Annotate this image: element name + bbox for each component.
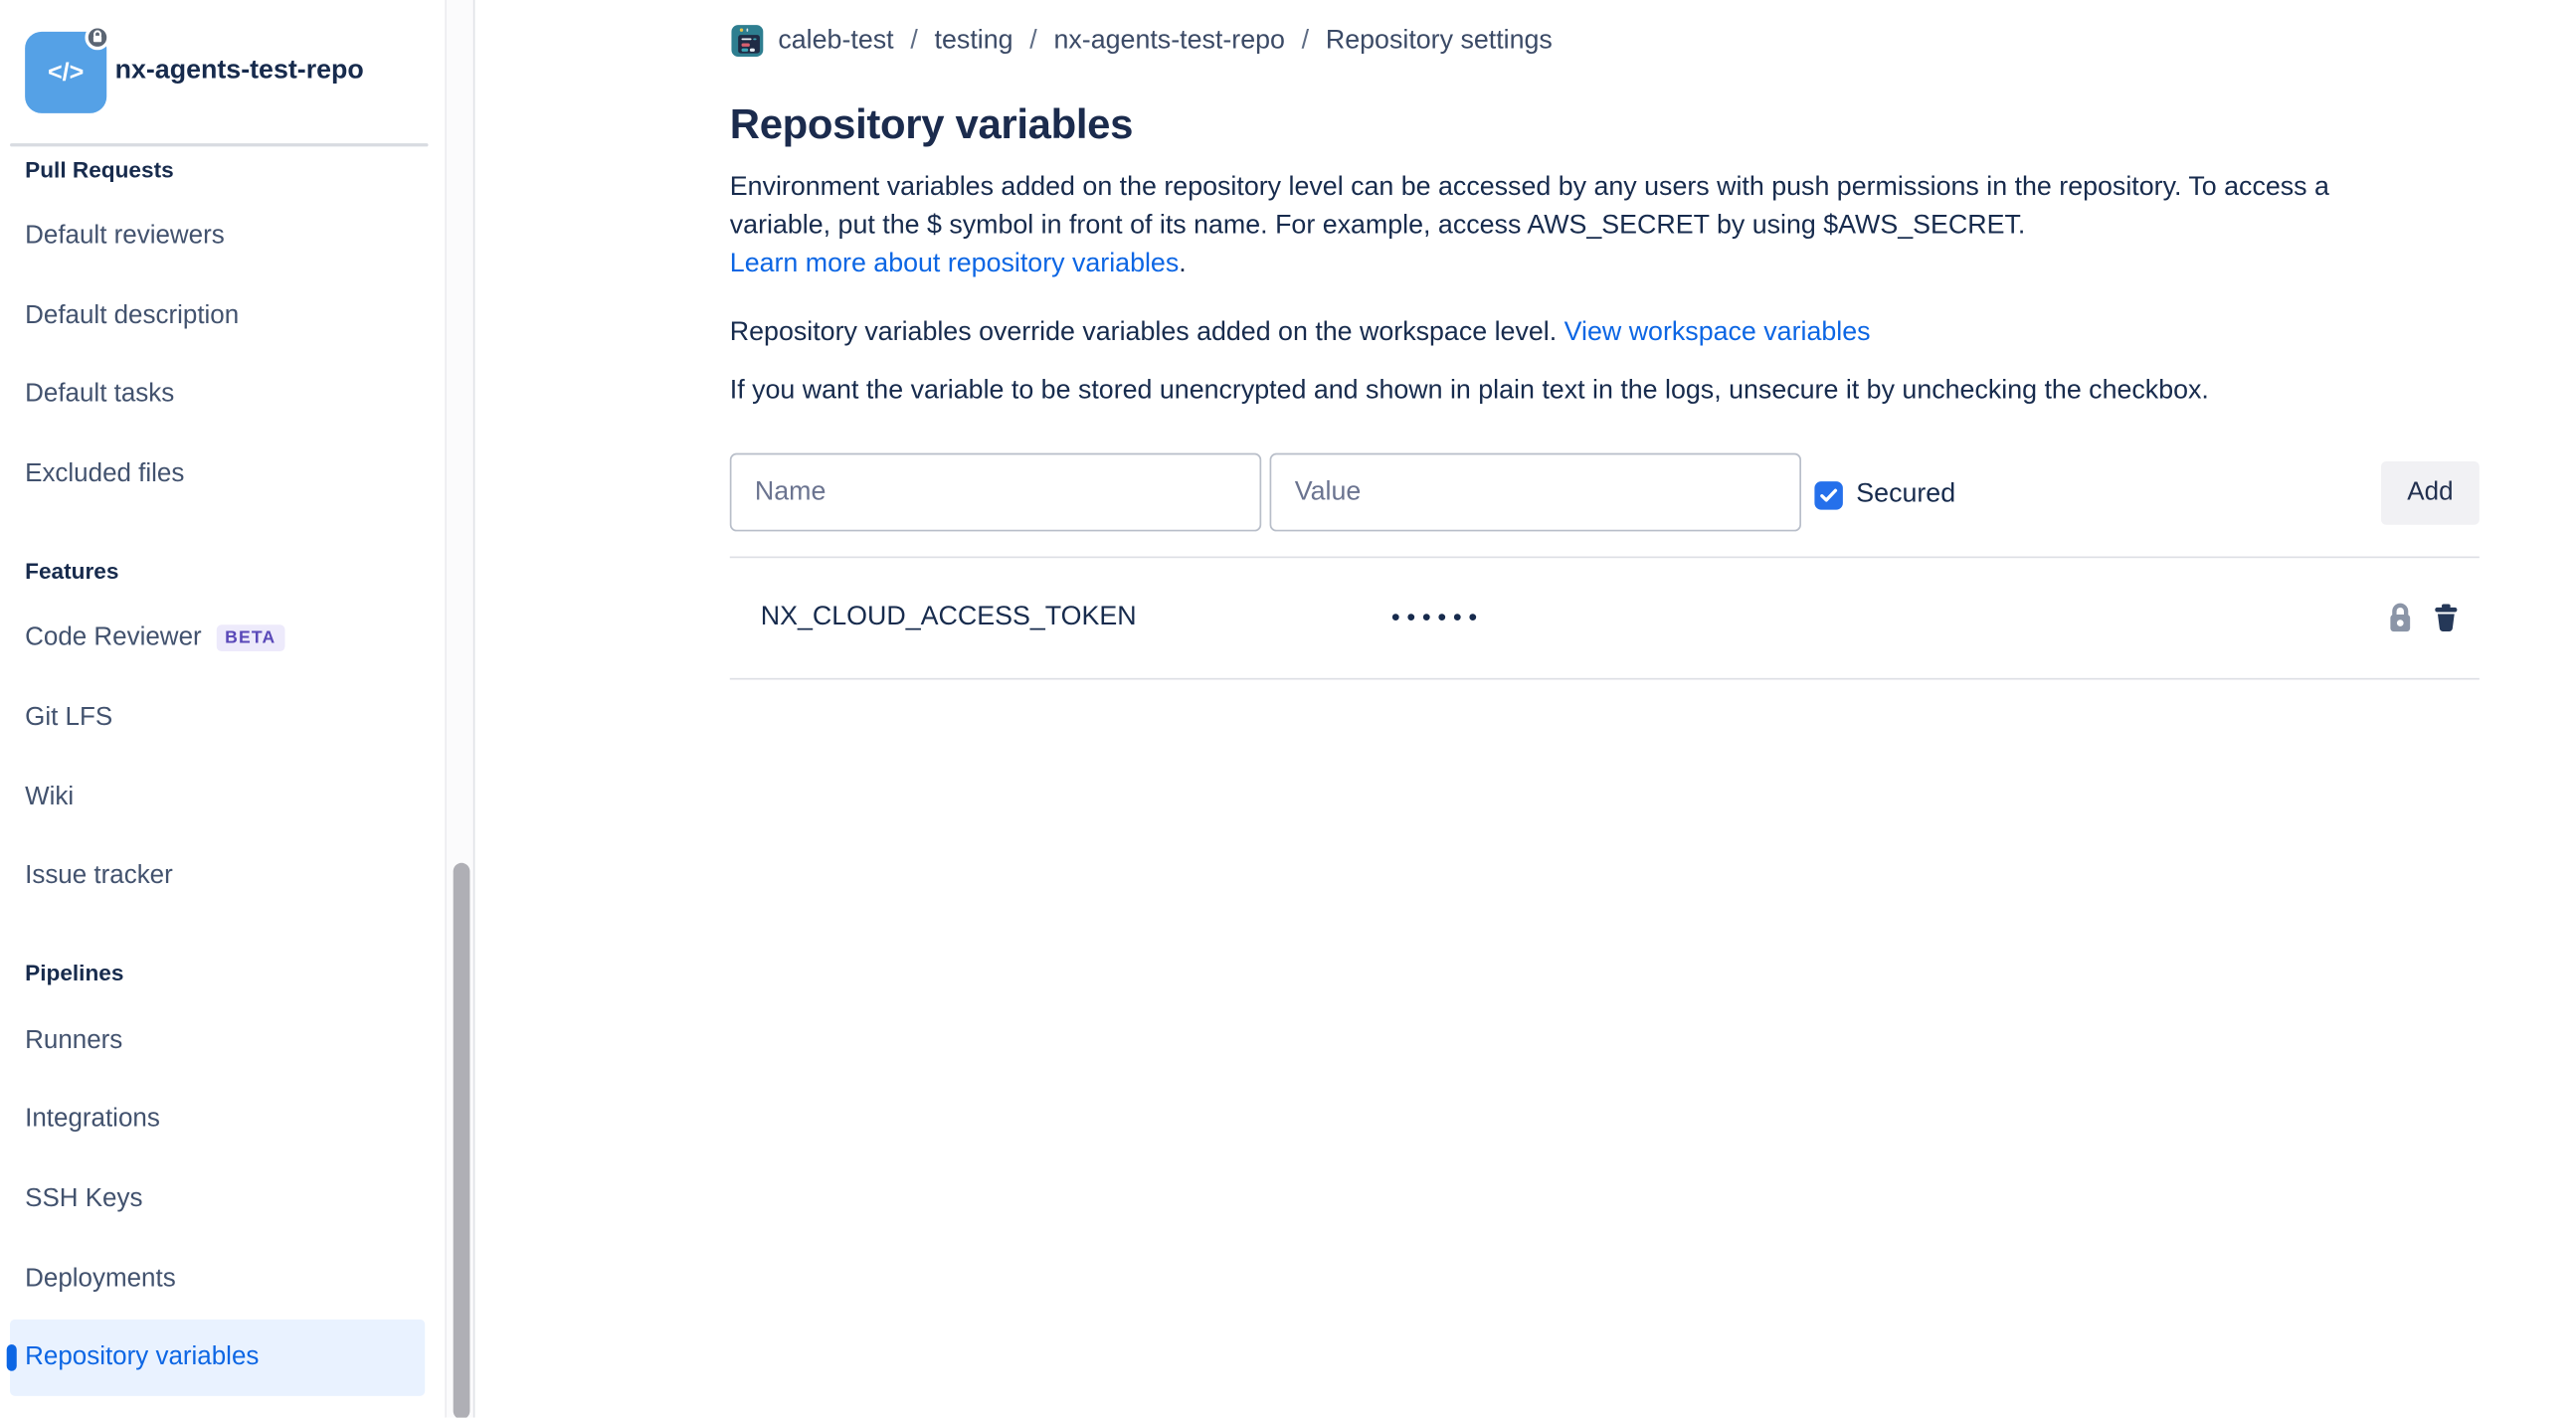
sidebar-item-deployments[interactable]: Deployments (25, 1264, 176, 1293)
sidebar-item-default-reviewers[interactable]: Default reviewers (25, 221, 225, 251)
private-repo-lock-badge (85, 24, 109, 49)
sidebar-item-ssh-keys[interactable]: SSH Keys (25, 1184, 143, 1213)
beta-badge: BETA (217, 625, 284, 651)
sidebar-item-label: Code Reviewer (25, 622, 202, 652)
sidebar-item-default-description[interactable]: Default description (25, 300, 240, 329)
main-content (730, 0, 2480, 1418)
breadcrumb-project[interactable]: testing (934, 25, 1013, 55)
selected-item-indicator (7, 1344, 16, 1371)
breadcrumb-separator: / (1029, 25, 1037, 55)
description-copy (730, 167, 2329, 410)
repo-avatar (25, 32, 106, 113)
breadcrumb (731, 25, 1552, 57)
checkmark-icon (1819, 488, 1837, 503)
intro-text-line1: Environment variables added on the repository level can be accessed by any users with push permissions in the repository. To access a (729, 172, 2329, 201)
secured-checkbox[interactable] (1814, 481, 1842, 509)
breadcrumb-workspace[interactable]: caleb-test (778, 25, 894, 55)
variable-masked-value: •••••• (1390, 604, 1484, 632)
sidebar-section-features: Features (25, 559, 119, 585)
sidebar-divider (10, 142, 429, 146)
sidebar-item-issue-tracker[interactable]: Issue tracker (25, 861, 173, 890)
sidebar-item-code-reviewer[interactable] (25, 623, 284, 653)
code-glyph: </> (48, 58, 85, 88)
learn-more-link[interactable]: Learn more about repository variables (729, 249, 1180, 277)
sidebar-scrollbar-thumb[interactable] (453, 863, 469, 1418)
secured-label: Secured (1856, 479, 1956, 508)
variable-name: NX_CLOUD_ACCESS_TOKEN (760, 603, 1137, 631)
override-text: Repository variables override variables added on the workspace level. (729, 317, 1558, 346)
sidebar-section-pull-requests: Pull Requests (25, 157, 174, 183)
sidebar-item-excluded-files[interactable]: Excluded files (25, 459, 185, 488)
page-title: Repository variables (729, 100, 1134, 148)
sidebar-item-wiki[interactable]: Wiki (25, 783, 75, 811)
view-workspace-variables-link[interactable]: View workspace variables (1564, 317, 1871, 346)
repo-title: nx-agents-test-repo (114, 56, 364, 86)
variable-value-input[interactable] (1270, 453, 1801, 532)
secured-lock-icon (2386, 603, 2414, 634)
sidebar-item-label: Repository variables (25, 1342, 260, 1371)
intro-text-line2: variable, put the $ symbol in front of its name. For example, access AWS_SECRET by using $AWS_SECRET. (729, 210, 2026, 240)
learn-more-period: . (1179, 249, 1187, 277)
sidebar-section-pipelines: Pipelines (25, 961, 124, 986)
trash-icon (2433, 603, 2460, 632)
lock-icon (92, 30, 103, 43)
sidebar-item-default-tasks[interactable]: Default tasks (25, 379, 175, 409)
breadcrumb-current-page: Repository settings (1325, 25, 1553, 55)
sidebar-item-repository-variables[interactable] (10, 1320, 425, 1396)
variable-name-input[interactable] (730, 453, 1261, 532)
sidebar-item-integrations[interactable]: Integrations (25, 1105, 160, 1134)
sidebar-item-runners[interactable]: Runners (25, 1025, 123, 1054)
plain-text-note: If you want the variable to be stored unencrypted and shown in plain text in the logs, unsecure it by unchecking the checkbox. (729, 376, 2209, 406)
sidebar (0, 0, 478, 1418)
workspace-avatar-icon (731, 25, 763, 57)
sidebar-item-git-lfs[interactable]: Git LFS (25, 702, 113, 732)
variable-row (730, 557, 2480, 680)
breadcrumb-separator: / (1301, 25, 1310, 55)
breadcrumb-separator: / (910, 25, 918, 55)
add-button[interactable]: Add (2381, 461, 2480, 525)
delete-variable-button[interactable] (2433, 603, 2460, 632)
breadcrumb-repository[interactable]: nx-agents-test-repo (1053, 25, 1285, 55)
